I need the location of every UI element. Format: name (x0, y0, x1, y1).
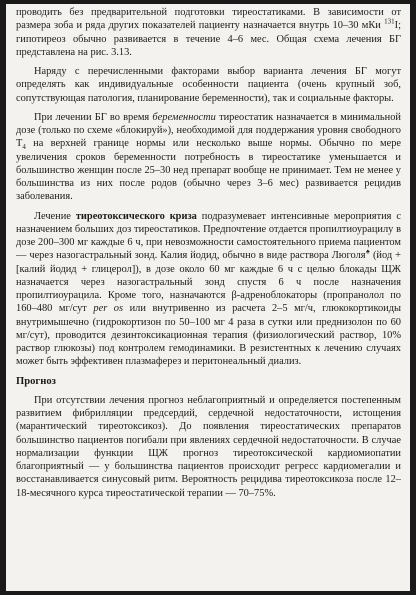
p4-text-mid: подразумевает интенсивные мероприятия с назначением больших доз тиреостатиков. Предпочтение отдается пропилтиоурацилу в дозе 200–300 мг каждые 6 ч, при невозможности самостоятельного приема пациентом — через назогастральный зонд. Калия йодид, обычно в виде раствора Люголя (16, 210, 401, 262)
p3-text: При лечении БГ во время (34, 111, 153, 123)
p1-text: проводить без предварительной подготовки тиреостатиками. В зависимости от размера зоба и ряда других показателей пациенту назначается внутрь 10–30 мКи (16, 7, 401, 32)
t4-subscript: 4 (22, 143, 26, 152)
per-os-term: per os (93, 303, 124, 315)
pregnancy-term: беременности (152, 111, 216, 123)
p3-text-mid: тиреостатик назначается в минимальной дозе (только по схеме «блокируй»), необходимой для поддержания уровня свободного Т (16, 111, 401, 150)
paragraph-prognosis: При отсутствии лечения прогноз неблагоприятный и определяется постепенным развитием фибрилляции предсердий, сердечной недостаточности, истощения (марантический тиреотоксикоз). До появления тиреостатических препаратов большинство пациентов погибали при явлениях сердечной недостаточности. В случае нормализации функции ЩЖ прогноз тиреотоксической кардиомиопатии благоприятный — у большинства пациентов происходит регресс кардиомегалии и восстанавливается синусовый ритм. Вероятность рецидива тиреотоксикоза после 12–18-месячного курса тиреостатической терапии — 70–75%. (16, 394, 401, 499)
paragraph-thyrotoxic-crisis (16, 210, 401, 369)
drug-mark-superscript: ♠ (365, 247, 371, 256)
p1-text-end: I; гипотиреоз обычно развивается в течение 4–6 мес. Общая схема лечения БГ представлена на рис. 3.13. (16, 20, 401, 58)
paragraph-treatment-choice: Наряду с перечисленными факторами выбор варианта лечения БГ могут определять как индивидуальные особенности пациента (очень крупный зоб, сопутствующая патология, планирование беременности), так и социальные факторы. (16, 66, 401, 104)
p4-text-end: или внутривенно из расчета 2–5 мг/ч, глюкокортикоиды внутримышечно (гидрокортизон по 50–100 мг 4 раза в сутки или преднизолон по 60 мг/сут), проводится дезинтоксикационная терапия (физиологический раствор, 10% раствор глюкозы) под контролем гемодинамики. В резистентных к лечению случаях может быть эффективен плазмаферез и перитонеальный диализ. (16, 303, 401, 368)
page-text (16, 6, 401, 500)
crisis-term: тиреотоксического криза (75, 210, 197, 222)
paragraph-radioiodine (16, 6, 401, 59)
p4-text: Лечение (34, 210, 76, 222)
p4-text-mid2: (йод + [калий йодид + глицерол]), в дозе около 60 мг каждые 6 ч с целью блокады ЩЖ назначается через назогастральный зонд спустя 6 ч после назначения пропилтиоурацила. Кроме того, назначаются β-адреноблокаторы (пропранолол по 160–480 мг/сут (16, 250, 401, 315)
p3-text-end: на верхней границе нормы или несколько выше нормы. Обычно по мере увеличения сроков беременности потребность в тиреостатике уменьшается и большинство женщин после 25–30 нед препарат вообще не принимает. Тем не менее у большинства из них после родов (обычно через 3–6 мес) развивается рецидив заболевания. (16, 138, 401, 203)
book-page (6, 4, 410, 591)
paragraph-pregnancy (16, 111, 401, 204)
section-heading-prognosis: Прогноз (16, 375, 56, 387)
isotope-superscript: 131 (384, 17, 395, 26)
